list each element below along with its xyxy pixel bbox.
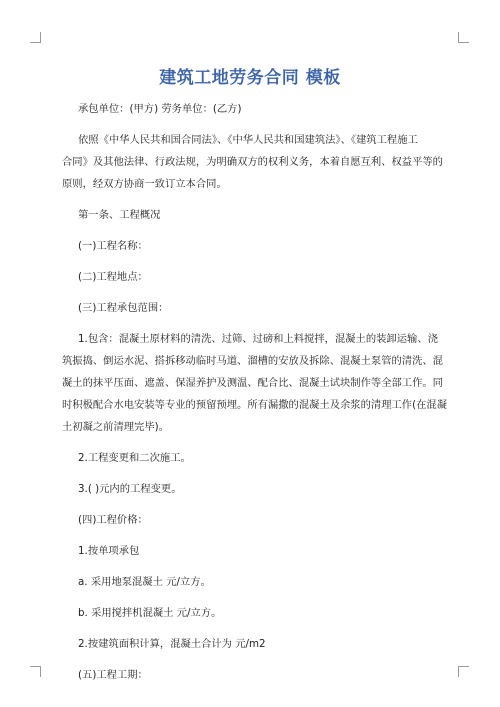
- paragraph: [62, 235, 448, 257]
- paragraph-line: 合同》及其他法律、行政法规，为明确双方的权利义务，本着自愿互利、权益平等的: [62, 156, 443, 168]
- paragraph-line: 原则，经双方协商一致订立本合同。: [62, 178, 227, 190]
- paragraph-line: 第一条、工程概况: [78, 209, 161, 221]
- paragraph-line: 3.( )元内的工程变更。: [78, 483, 182, 495]
- paragraph: [62, 478, 448, 500]
- document-body: [62, 98, 448, 686]
- paragraph: [62, 540, 448, 562]
- paragraph: [62, 129, 448, 195]
- page-corner-mark-top-left: [30, 32, 41, 43]
- paragraph-line: 时积极配合水电安装等专业的预留预埋。所有漏撒的混凝土及余浆的清理工作(在混凝: [62, 399, 447, 411]
- page-corner-mark-bottom-right: [458, 666, 469, 677]
- paragraph: [62, 328, 448, 438]
- paragraph-line: (五)工程工期：: [78, 669, 148, 681]
- paragraph-line: (三)工程承包范围：: [78, 302, 169, 314]
- paragraph: [62, 633, 448, 655]
- section-heading: [62, 204, 448, 226]
- page-corner-mark-top-right: [458, 32, 469, 43]
- paragraph-line: 2.按建筑面积计算，混凝土合计为 元/m2: [78, 638, 266, 650]
- paragraph-line: 土初凝之前清理完毕)。: [62, 421, 169, 433]
- paragraph-line: (一)工程名称：: [78, 240, 148, 252]
- page-corner-mark-bottom-left: [30, 666, 41, 677]
- paragraph-line: (二)工程地点：: [78, 271, 148, 283]
- paragraph: [62, 602, 448, 624]
- paragraph: [62, 571, 448, 593]
- paragraph-line: b. 采用搅拌机混凝土 元/立方。: [78, 607, 222, 619]
- paragraph: [62, 266, 448, 288]
- paragraph-line: 承包单位：(甲方) 劳务单位：(乙方): [78, 103, 242, 115]
- paragraph: [62, 509, 448, 531]
- paragraph: [62, 447, 448, 469]
- paragraph-line: 筑振捣、倒运水泥、搭拆移动临时马道、溜槽的安放及拆除、混凝土泵管的清洗、混: [62, 355, 443, 367]
- paragraph-line: a. 采用地泵混凝土 元/立方。: [78, 576, 211, 588]
- paragraph-line: 依照《中华人民共和国合同法》、《中华人民共和国建筑法》、《建筑工程施工: [78, 134, 418, 146]
- document-title: 建筑工地劳务合同 模板: [159, 68, 341, 88]
- paragraph-line: 凝土的抹平压面、遮盖、保湿养护及测温、配合比、混凝土试块制作等全部工作。同: [62, 377, 443, 389]
- paragraph: [62, 664, 448, 686]
- paragraph: [62, 98, 448, 120]
- paragraph-line: 2.工程变更和二次施工。: [78, 452, 191, 464]
- paragraph: [62, 297, 448, 319]
- paragraph-line: (四)工程价格：: [78, 514, 148, 526]
- paragraph-line: 1.按单项承包: [78, 545, 140, 557]
- paragraph-line: 1.包含：混凝土原材料的清洗、过筛、过磅和上料搅拌，混凝土的装卸运输、浇: [78, 333, 438, 345]
